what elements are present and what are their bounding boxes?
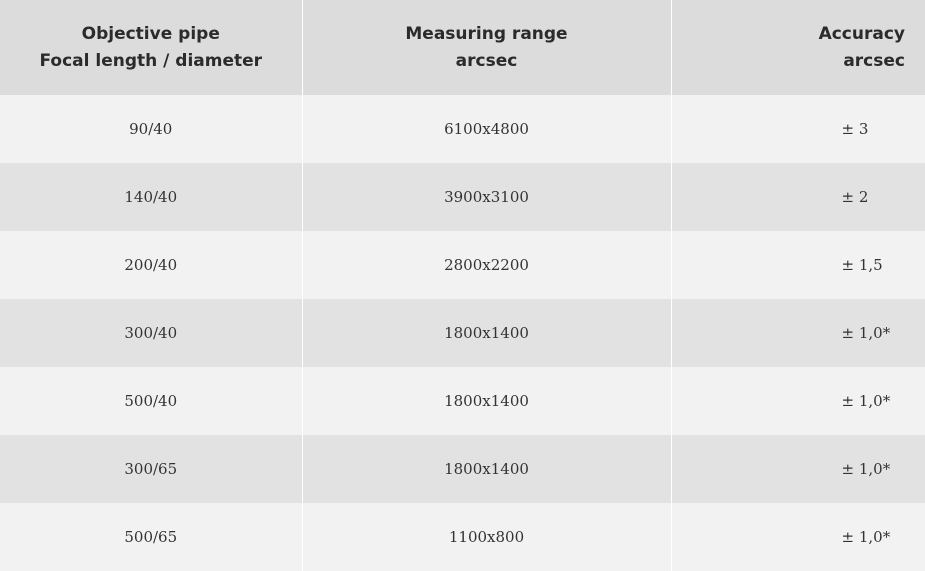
header-accuracy — [671, 0, 925, 95]
table-row — [0, 367, 925, 435]
header-label-line: Objective pipe — [81, 23, 220, 44]
cell-objective-pipe: 500/40 — [0, 367, 302, 435]
cell-measuring-range: 6100x4800 — [302, 95, 671, 163]
cell-accuracy: ± 1,5 — [671, 231, 925, 299]
table-row — [0, 231, 925, 299]
cell-measuring-range: 1800x1400 — [302, 299, 671, 367]
cell-objective-pipe: 300/65 — [0, 435, 302, 503]
table-row — [0, 503, 925, 571]
cell-objective-pipe: 500/65 — [0, 503, 302, 571]
cell-accuracy: ± 1,0* — [671, 503, 925, 571]
cell-accuracy: ± 1,0* — [671, 435, 925, 503]
table-row — [0, 95, 925, 163]
cell-measuring-range: 3900x3100 — [302, 163, 671, 231]
cell-objective-pipe: 300/40 — [0, 299, 302, 367]
cell-accuracy: ± 3 — [671, 95, 925, 163]
table-header — [0, 0, 925, 95]
cell-objective-pipe: 90/40 — [0, 95, 302, 163]
header-label-line: arcsec — [455, 50, 518, 71]
cell-accuracy: ± 1,0* — [671, 299, 925, 367]
cell-measuring-range: 1800x1400 — [302, 367, 671, 435]
header-label-line: Measuring range — [405, 23, 568, 44]
table-row — [0, 435, 925, 503]
cell-measuring-range: 1100x800 — [302, 503, 671, 571]
header-label-line: Focal length / diameter — [39, 50, 263, 71]
header-objective-pipe — [0, 0, 302, 95]
table-row — [0, 163, 925, 231]
cell-measuring-range: 2800x2200 — [302, 231, 671, 299]
cell-accuracy: ± 2 — [671, 163, 925, 231]
header-label-line: Accuracy — [818, 23, 905, 44]
cell-objective-pipe: 200/40 — [0, 231, 302, 299]
cell-objective-pipe: 140/40 — [0, 163, 302, 231]
header-row — [0, 0, 925, 95]
cell-measuring-range: 1800x1400 — [302, 435, 671, 503]
header-label-line: arcsec — [843, 50, 905, 71]
header-measuring-range — [302, 0, 671, 95]
table-body — [0, 95, 925, 571]
cell-accuracy: ± 1,0* — [671, 367, 925, 435]
table-row — [0, 299, 925, 367]
